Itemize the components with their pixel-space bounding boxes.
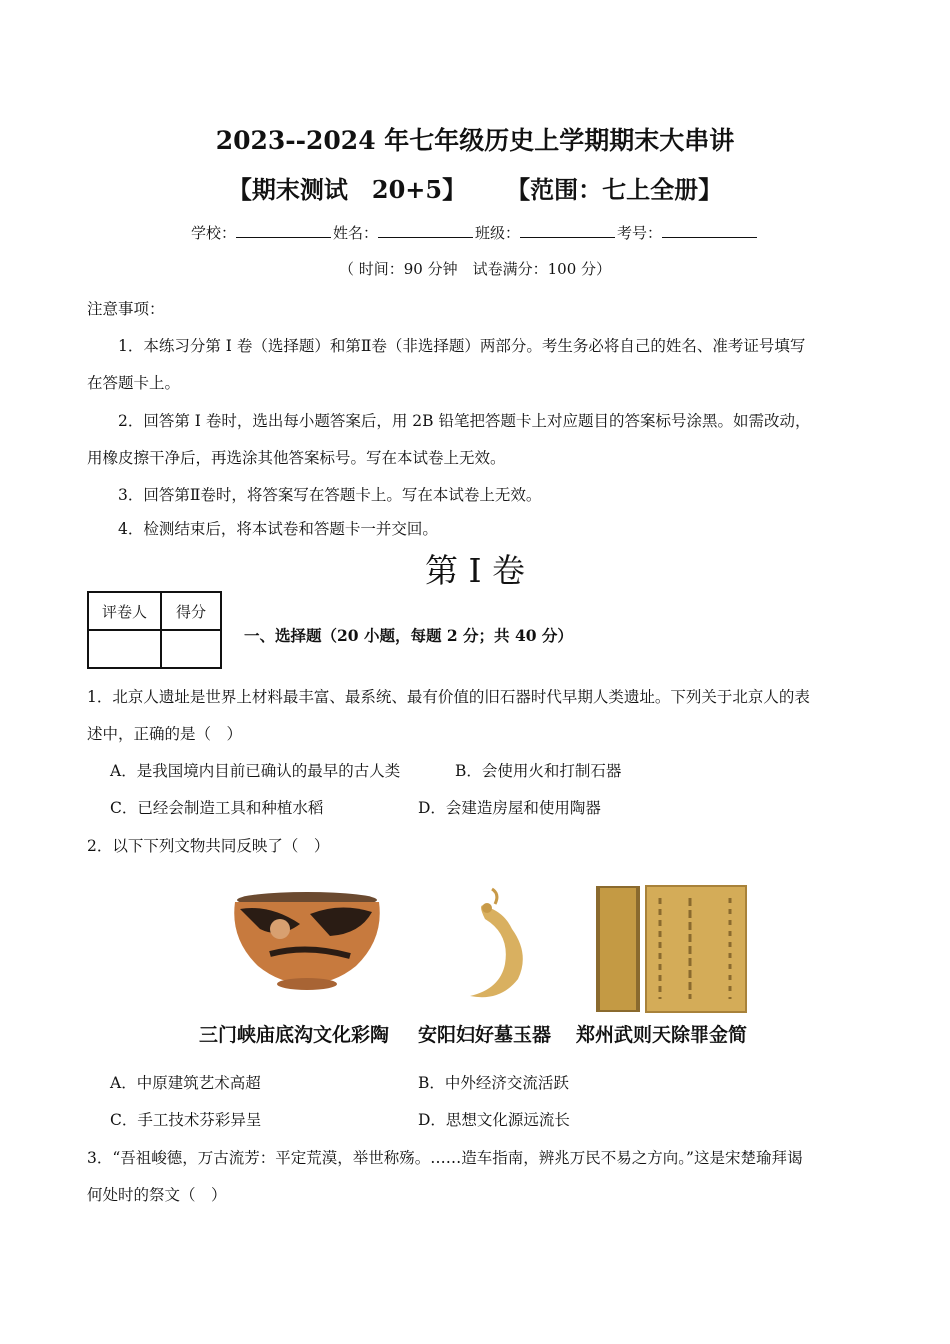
q2-option-d[interactable]: D．思想文化源远流长 [418,1111,570,1129]
exam-number-label: 考号： [617,224,663,242]
notice-item-1-line-2: 在答题卡上。 [87,374,181,392]
class-label: 班级： [475,224,521,242]
name-label: 姓名： [332,224,378,242]
notice-item-4: 4．检测结束后，将本试卷和答题卡一并交回。 [118,520,438,538]
q1-option-a[interactable]: A．是我国境内目前已确认的最早的古人类 [110,762,401,780]
subtitle-test-type: 【期末测试 20+5】 [227,175,467,204]
score-table [87,591,222,669]
q1-option-d[interactable]: D．会建造房屋和使用陶器 [418,799,601,817]
exam-subtitle [0,170,950,205]
school-blank[interactable] [236,223,331,238]
time-note: （ 时间：90 分钟 试卷满分：100 分） [338,260,612,278]
q3-stem-line-1: 3．“吾祖峻德，万古流芳：平定荒漠，举世称殇。……造车指南，辨兆万民不易之方向。”这是宋楚瑜拜谒 [87,1149,803,1167]
exam-number-blank[interactable] [662,223,757,238]
q2-option-b[interactable]: B．中外经济交流活跃 [418,1074,569,1092]
class-blank[interactable] [520,223,615,238]
q1-option-b[interactable]: B．会使用火和打制石器 [455,762,622,780]
notice-item-1-line-1: 1．本练习分第 I 卷（选择题）和第Ⅱ卷（非选择题）两部分。考生务必将自己的姓名、准考证号填写 [118,337,806,355]
notice-item-2-line-2: 用橡皮擦干净后，再选涂其他答案标号。写在本试卷上无效。 [87,449,506,467]
section-title: 第 I 卷 [424,551,525,590]
q1-stem-line-2: 述中，正确的是（ ） [87,725,243,743]
q3-stem-line-2: 何处时的祭文（ ） [87,1186,227,1204]
q2-stem: 2．以下下列文物共同反映了（ ） [87,837,330,855]
reviewer-header: 评卷人 [88,592,161,630]
reviewer-cell[interactable] [88,630,161,668]
q2-option-a[interactable]: A．中原建筑艺术高超 [110,1074,261,1092]
painted-pottery-bowl-image [234,892,380,990]
name-blank[interactable] [378,223,473,238]
exam-title: 2023--2024 年七年级历史上学期期末大串讲 [215,126,735,155]
jade-phoenix-image [470,889,523,997]
q1-option-c[interactable]: C．已经会制造工具和种植水稻 [110,799,324,817]
q2-option-c[interactable]: C．手工技术芬彩异呈 [110,1111,262,1129]
q1-stem-line-1: 1．北京人遗址是世界上材料最丰富、最系统、最有价值的旧石器时代早期人类遗址。下列关于北京人的表 [87,688,810,706]
caption-painted-pottery: 三门峡庙底沟文化彩陶 [199,1024,390,1046]
subtitle-scope: 【范围：七上全册】 [506,175,723,204]
gold-slip-image [596,886,746,1012]
student-info-line [0,222,950,243]
section-heading: 一、选择题（20 小题，每题 2 分；共 40 分） [244,626,573,645]
notice-item-2-line-1: 2．回答第 I 卷时，选出每小题答案后，用 2B 铅笔把答题卡上对应题目的答案标号涂黑。如需改动， [118,412,811,430]
caption-jade-ware: 安阳妇好墓玉器 [418,1024,552,1046]
caption-gold-slip: 郑州武则天除罪金简 [576,1024,748,1046]
notice-heading: 注意事项： [87,300,165,318]
notice-item-3: 3．回答第Ⅱ卷时，将答案写在答题卡上。写在本试卷上无效。 [118,486,542,504]
score-cell[interactable] [161,630,221,668]
score-header: 得分 [161,592,221,630]
school-label: 学校： [190,224,236,242]
